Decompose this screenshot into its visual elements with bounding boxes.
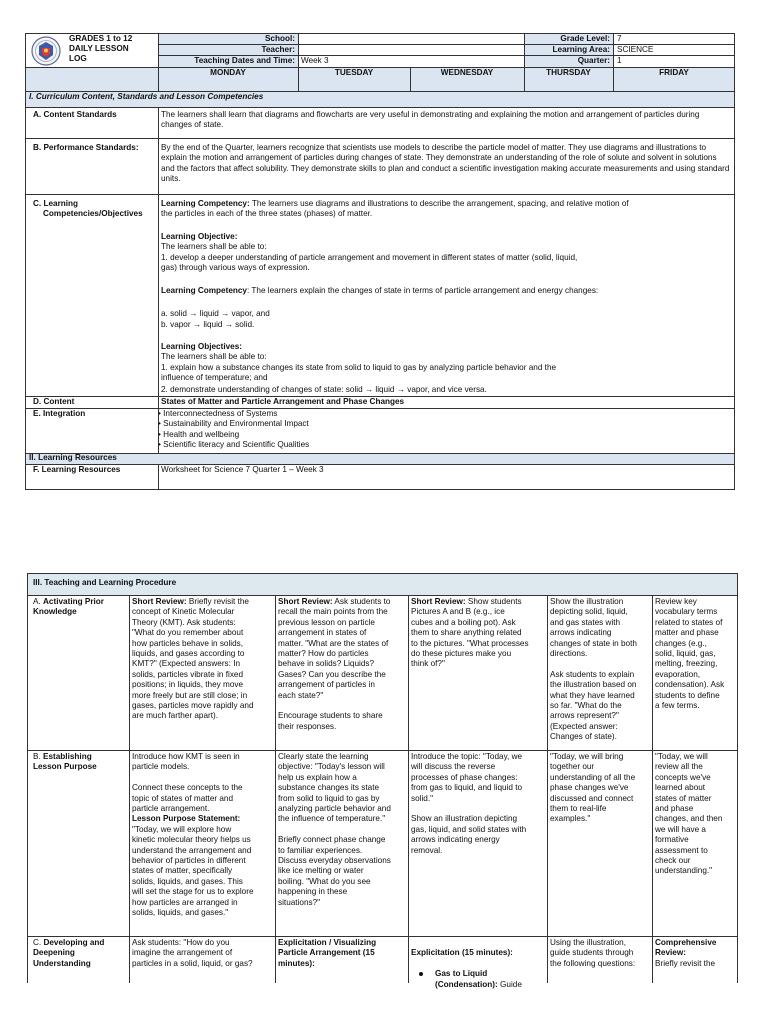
- lo1-heading: Learning Objective:: [161, 232, 238, 241]
- grid-line: [25, 107, 735, 108]
- row-b-monday: Introduce how KMT is seen in particle models. Connect these concepts to the topic of states of matter and particle arrangement. Lesson Purpose Statement: "Today, we will explore how kinetic molecular theory helps us understand the arrangement and behavior of particles in different states of matter, specifically solids, liquids, and gases. This will set the stage for us to explore how particles are arranged in solids, liquids, and gases.": [132, 752, 254, 918]
- row-c-wednesday-item: Gas to Liquid (Condensation): Guide: [411, 969, 544, 990]
- row-c-thursday: Using the illustration, guide students through the following questions:: [550, 938, 636, 968]
- lo1-intro: The learners shall be able to:: [161, 242, 267, 251]
- grid-line: [158, 44, 735, 45]
- grid-line: [27, 936, 738, 937]
- lc2-text: : The learners explain the changes of state in terms of particle arrangement and energy changes:: [247, 286, 599, 295]
- day-wednesday: WEDNESDAY: [440, 68, 494, 77]
- row-b-tuesday: Clearly state the learning objective: "Today's lesson will help us explain how a substance changes its state from solid to liquid to gas by analyzing particle behavior and the influence of temperature." Briefly connect phase change to familiar experiences. Discuss everyday observations like ice melting or water boiling. "What do you see happening in these situations?": [278, 752, 391, 907]
- grades-title: GRADES 1 to 12: [69, 34, 133, 43]
- lc2-item-a: a. solid → liquid → vapor, and: [161, 309, 270, 318]
- row-a-friday: Review key vocabulary terms related to states of matter and phase changes (e.g., solid, liquid, gas, melting, freezing, evaporation, condensation). Ask students to define a few terms.: [655, 597, 725, 711]
- quarter-label: Quarter:: [577, 56, 610, 65]
- dll-title-line2: LOG: [69, 54, 87, 63]
- content-label: D. Content: [33, 397, 75, 406]
- day-friday: FRIDAY: [659, 68, 689, 77]
- integration-list: [158, 409, 734, 451]
- teacher-label: Teacher:: [261, 45, 295, 54]
- grid-line: [25, 67, 735, 68]
- row-c-friday: Comprehensive Review: Briefly revisit the: [655, 938, 717, 968]
- section2-heading: II. Learning Resources: [29, 453, 117, 462]
- integration-item: • Sustainability and Environmental Impact: [158, 419, 309, 429]
- lc2-block: [158, 286, 608, 296]
- lo2-heading: Learning Objectives:: [161, 342, 242, 351]
- row-b-friday: "Today, we will review all the concepts we've learned about states of matter and phase changes, and then we will have a formative assessment to check our understanding.": [655, 752, 723, 876]
- row-b-thursday: "Today, we will bring together our understanding of all the phase changes we've discussed and connect them to real-life examples.": [550, 752, 636, 824]
- resources-label: F. Learning Resources: [33, 465, 121, 474]
- grid-line: [613, 33, 614, 91]
- grid-line: [25, 194, 735, 195]
- row-a-label: A. Activating Prior Knowledge: [33, 597, 104, 617]
- row-b-label: B. Establishing Lesson Purpose: [33, 752, 97, 772]
- learning-area-label: Learning Area:: [552, 45, 610, 54]
- dates-value: Week 3: [301, 56, 329, 65]
- row-a-monday: Short Review: Briefly revisit the concept of Kinetic Molecular Theory (KMT). Ask students: "What do you remember about how particles behave in solids, liquids, and gases according to KMT?" (Expected answers: In solids, particles vibrate in fixed positions; in liquids, they move more freely but are still close; in gases, particles move rapidly and are much farther apart).: [132, 597, 254, 721]
- competencies-label-line1: C. Learning: [33, 199, 79, 208]
- lo2-intro: The learners shall be able to:: [161, 352, 267, 361]
- content-standards-text: The learners shall learn that diagrams and flowcharts are very useful in demonstrating and explaining the motion and arrangement of particles during changes of state.: [161, 110, 700, 130]
- row-c-wednesday-heading: Explicitation (15 minutes):: [411, 948, 513, 958]
- dll-title-line1: DAILY LESSON: [69, 44, 129, 53]
- performance-standards-text: By the end of the Quarter, learners recognize that scientists use models to describe the particle model of matter. They use diagrams and illustrations to explain the motion and arrangement of particles during changes of state. They demonstrate an understanding of the role of solute and solvent in solutions and the factors that affect solubility. They demonstrate skills to plan and conduct a scientific investigation making accurate measurements and using standard units.: [161, 143, 730, 184]
- grid-line: [27, 750, 738, 751]
- grid-line: [298, 33, 299, 91]
- content-text: States of Matter and Particle Arrangement and Phase Changes: [161, 397, 405, 406]
- lo2-item1: 1. explain how a substance changes its state from solid to liquid to gas by analyzing particle behavior and the influence of temperature; and: [161, 363, 557, 383]
- integration-item: • Health and wellbeing: [158, 429, 240, 439]
- performance-standards-label: B. Performance Standards:: [33, 143, 139, 152]
- competencies-label-line2: Competencies/Objectives: [43, 209, 143, 218]
- integration-item: • Interconnectedness of Systems: [158, 409, 278, 418]
- grade-level-label: Grade Level:: [560, 34, 610, 43]
- integration-item: • Scientific literacy and Scientific Qualities: [158, 440, 310, 450]
- grid-line: [27, 595, 738, 596]
- grid-line: [158, 55, 735, 56]
- dates-label: Teaching Dates and Time:: [194, 56, 295, 65]
- resources-text: Worksheet for Science 7 Quarter 1 – Week 3: [161, 465, 324, 474]
- lc2-heading: Learning Competency: [161, 286, 247, 295]
- day-monday: MONDAY: [210, 68, 246, 77]
- lo1-item: 1. develop a deeper understanding of particle arrangement and movement in different states of matter (solid, liquid, gas) through various ways of expression.: [161, 253, 578, 273]
- grid-line: [410, 67, 411, 91]
- row-a-tuesday: Short Review: Ask students to recall the main points from the previous lesson on particle arrangement in states of matter. "What are the states of matter? How do particles behave in solids? Liquids? Gases? Can you describe the arrangement of particles in each state?" Encourage students to share their responses.: [278, 597, 391, 731]
- bullet-icon: [419, 972, 423, 976]
- integration-label: E. Integration: [33, 409, 86, 418]
- quarter-value: 1: [617, 56, 622, 65]
- learning-area-value: SCIENCE: [617, 45, 654, 54]
- row-c-wednesday: [408, 938, 547, 1000]
- grid-line: [524, 33, 525, 91]
- row-c-tuesday: Explicitation / Visualizing Particle Arrangement (15 minutes):: [278, 938, 377, 968]
- grid-line: [25, 138, 735, 139]
- lc1-text: The learners use diagrams and illustrations to describe the arrangement, spacing, and relative motion of the particles in each of the three states (phases) of matter.: [161, 199, 629, 219]
- section1-heading: I. Curriculum Content, Standards and Lesson Competencies: [29, 92, 264, 101]
- lc1-heading: Learning Competency:: [161, 199, 250, 208]
- competencies-content: [158, 199, 638, 220]
- school-label: School:: [264, 34, 295, 43]
- row-c-label: C. Developing and Deepening Understanding: [33, 938, 105, 968]
- section3-heading: III. Teaching and Learning Procedure: [33, 578, 177, 587]
- deped-seal-logo: [31, 36, 61, 66]
- day-thursday: THURSDAY: [546, 68, 591, 77]
- row-b-wednesday: Introduce the topic: "Today, we will discuss the reverse processes of phase changes: from gas to liquid, and liquid to solid." Show an illustration depicting gas, liquid, and solid states with arrows indicating energy removal.: [411, 752, 527, 855]
- day-tuesday: TUESDAY: [334, 68, 374, 77]
- grade-level-value: 7: [617, 34, 622, 43]
- row-a-wednesday: Short Review: Show students Pictures A and B (e.g., ice cubes and a boiling pot). Ask them to share anything related to the pictures. "What processes do these pictures make you think of?": [411, 597, 529, 669]
- row-c-monday: Ask students: "How do you imagine the arrangement of particles in a solid, liquid, or gas?: [132, 938, 253, 968]
- row-a-thursday: Show the illustration depicting solid, liquid, and gas states with arrows indicating changes of state in both directions. Ask students to explain the illustration based on what they have learned so far. "What do the arrows represent?" (Expected answer: Changes of state).: [550, 597, 637, 742]
- content-standards-label: A. Content Standards: [33, 110, 117, 119]
- lc2-item-b: b. vapor → liquid → solid.: [161, 320, 255, 329]
- lo2-item2: 2. demonstrate understanding of changes of state: solid → liquid → vapor, and vice versa.: [161, 385, 487, 394]
